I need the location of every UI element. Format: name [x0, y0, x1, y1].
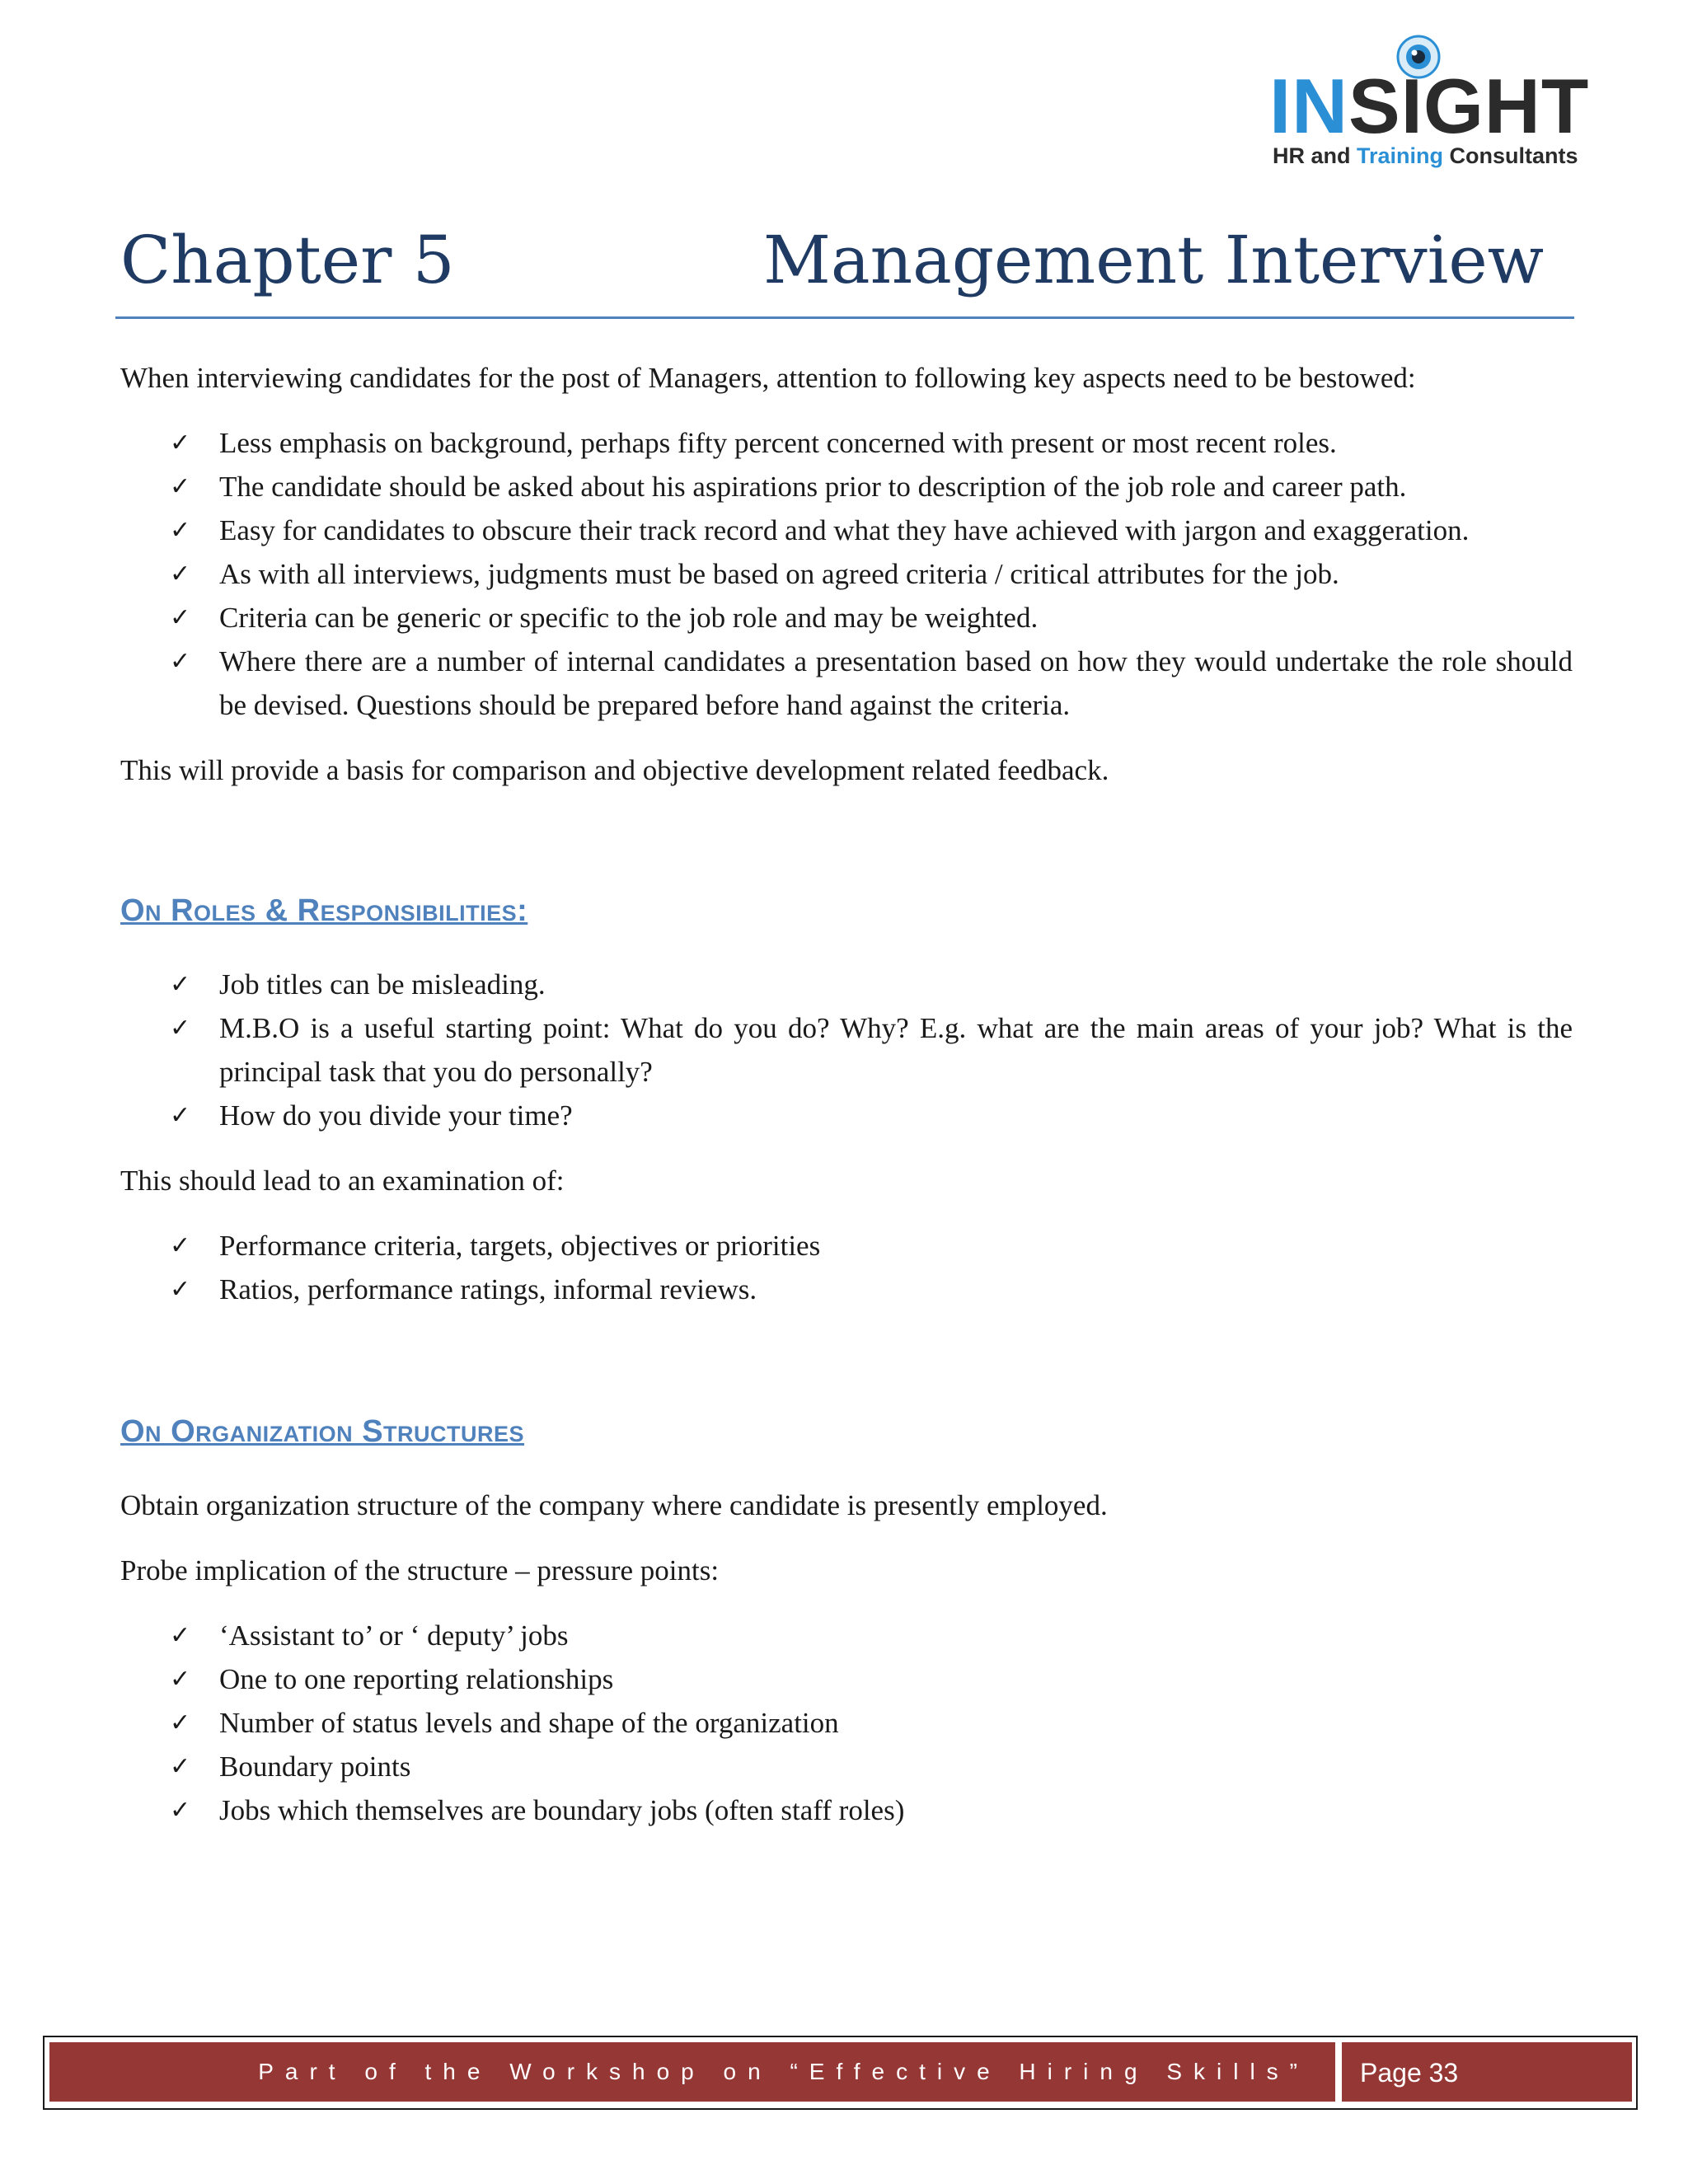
check-mark-icon: ✓	[170, 560, 191, 588]
chapter-title: Management Interview	[763, 222, 1545, 298]
chapter-number: Chapter 5	[120, 222, 455, 298]
list-item: ✓ Number of status levels and shape of the organization	[120, 1701, 1573, 1745]
list-item: ✓ M.B.O is a useful starting point: What do you do? Why? E.g. what are the main areas of your job? What is the principal task that you do personally?	[120, 1006, 1573, 1094]
list-item: ✓ Performance criteria, targets, objectives or priorities	[120, 1224, 1573, 1268]
check-mark-icon: ✓	[170, 1708, 191, 1737]
list-item: ✓ Criteria can be generic or specific to the job role and may be weighted.	[120, 596, 1573, 640]
list-item: ✓ Less emphasis on background, perhaps fifty percent concerned with present or most recent roles.	[120, 421, 1573, 465]
check-mark-icon: ✓	[170, 1231, 191, 1260]
check-mark-icon: ✓	[170, 1101, 191, 1130]
roles-section-heading: On Roles & Responsibilities:	[120, 893, 528, 928]
check-mark-icon: ✓	[170, 1621, 191, 1650]
key-aspects-list	[120, 421, 1573, 727]
check-mark-icon: ✓	[170, 1014, 191, 1043]
list-item: ✓ The candidate should be asked about his aspirations prior to description of the job role and career path.	[120, 465, 1573, 509]
list-item: ✓ How do you divide your time?	[120, 1094, 1573, 1137]
obtain-paragraph: Obtain organization structure of the company where candidate is presently employed.	[120, 1489, 1108, 1521]
list-item: ✓ One to one reporting relationships	[120, 1657, 1573, 1701]
chapter-header	[120, 224, 1571, 307]
check-mark-icon: ✓	[170, 647, 191, 676]
org-section-heading: On Organization Structures	[120, 1414, 525, 1449]
list-item: ✓ Boundary points	[120, 1745, 1573, 1788]
check-mark-icon: ✓	[170, 970, 191, 999]
examination-lead: This should lead to an examination of:	[120, 1165, 565, 1197]
check-mark-icon: ✓	[170, 429, 191, 457]
footer-bar	[49, 2042, 1335, 2102]
examination-list	[120, 1224, 1573, 1311]
list-item: ✓ Jobs which themselves are boundary jobs (often staff roles)	[120, 1788, 1573, 1832]
intro-paragraph: When interviewing candidates for the post of Managers, attention to following key aspects need to be bestowed:	[120, 362, 1416, 394]
logo-tagline: HR and Training Consultants	[1273, 143, 1578, 168]
probe-paragraph: Probe implication of the structure – pressure points:	[120, 1554, 720, 1586]
list-item: ✓ Ratios, performance ratings, informal reviews.	[120, 1268, 1573, 1311]
list-item: ✓ As with all interviews, judgments must be based on agreed criteria / critical attributes for the job.	[120, 552, 1573, 596]
check-mark-icon: ✓	[170, 603, 191, 632]
page-number: Page 33	[1360, 2058, 1459, 2088]
check-mark-icon: ✓	[170, 516, 191, 545]
check-mark-icon: ✓	[170, 1275, 191, 1304]
basis-paragraph: This will provide a basis for comparison and objective development related feedback.	[120, 754, 1109, 786]
page-number-box	[1342, 2042, 1632, 2102]
pressure-points-list	[120, 1614, 1573, 1832]
insight-logo	[1269, 31, 1607, 171]
list-item: ✓ Where there are a number of internal candidates a presentation based on how they would undertake the role should be devised. Questions should be prepared before hand against the criteria.	[120, 640, 1573, 727]
footer-workshop-text: Part of the Workshop on “Effective Hiring Skills”	[258, 2059, 1309, 2084]
check-mark-icon: ✓	[170, 1752, 191, 1781]
header-divider	[115, 316, 1574, 319]
list-item: ✓ ‘Assistant to’ or ‘ deputy’ jobs	[120, 1614, 1573, 1657]
roles-list	[120, 963, 1573, 1137]
list-item: ✓ Job titles can be misleading.	[120, 963, 1573, 1006]
document-body	[120, 356, 1573, 1854]
check-mark-icon: ✓	[170, 1796, 191, 1825]
check-mark-icon: ✓	[170, 472, 191, 501]
logo-wordmark: INSIGHT	[1269, 63, 1590, 149]
check-mark-icon: ✓	[170, 1665, 191, 1694]
list-item: ✓ Easy for candidates to obscure their track record and what they have achieved with jargon and exaggeration.	[120, 509, 1573, 552]
